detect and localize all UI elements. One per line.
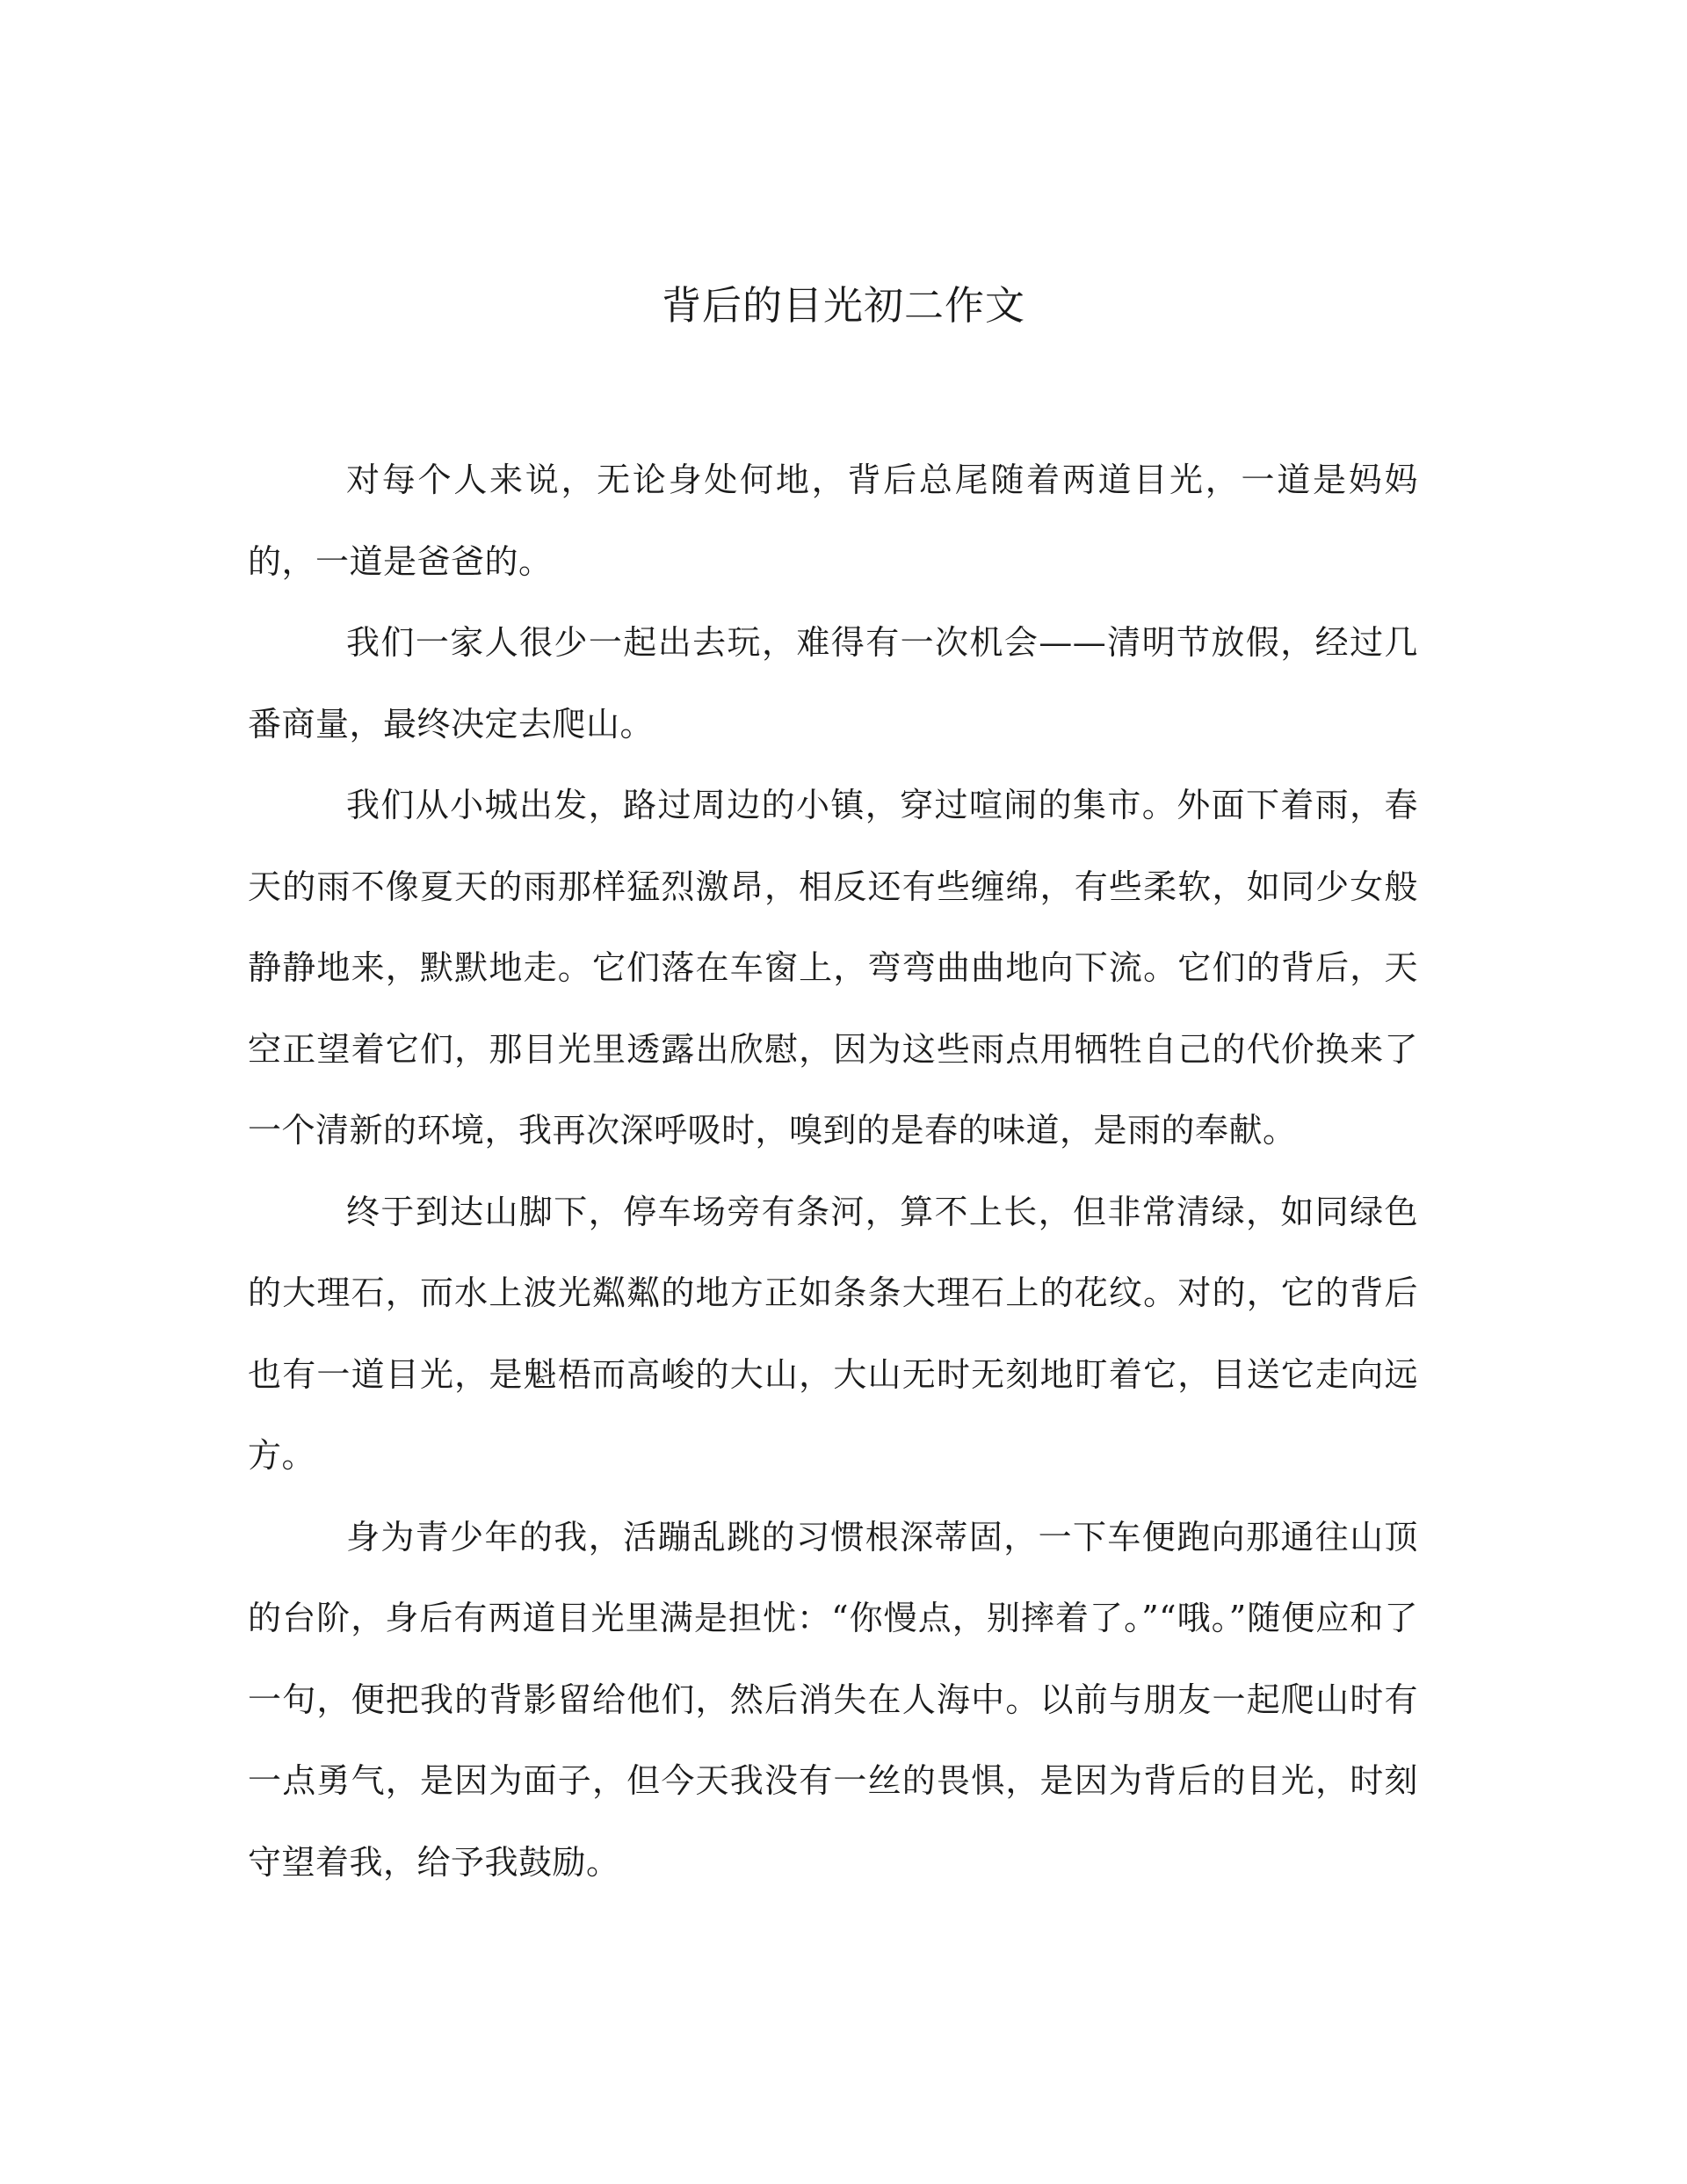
paragraph: 终于到达山脚下，停车场旁有条河，算不上长，但非常清绿，如同绿色的大理石，而水上波光粼粼的地方正如条条大理石上的花纹。对的，它的背后也有一道目光，是魁梧而高峻的大山，大山无时无刻地盯着它，目送它走向远方。 bbox=[248, 1192, 1418, 1475]
paragraph: 身为青少年的我，活蹦乱跳的习惯根深蒂固，一下车便跑向那通往山顶的台阶，身后有两道目光里满是担忧：“你慢点，别摔着了。”“哦。”随便应和了一句，便把我的背影留给他们，然后消失在人海中。以前与朋友一起爬山时有一点勇气，是因为面子，但今天我没有一丝的畏惧，是因为背后的目光，时刻守望着我，给予我鼓励。 bbox=[248, 1517, 1418, 1882]
paragraph: 对每个人来说，无论身处何地，背后总尾随着两道目光，一道是妈妈的，一道是爸爸的。 bbox=[248, 461, 1418, 581]
document-title: 背后的目光初二作文 bbox=[661, 282, 1025, 329]
paragraph: 我们从小城出发，路过周边的小镇，穿过喧闹的集市。外面下着雨，春天的雨不像夏天的雨那样猛烈激昂，相反还有些缠绵，有些柔软，如同少女般静静地来，默默地走。它们落在车窗上，弯弯曲曲地向下流。它们的背后，天空正望着它们，那目光里透露出欣慰，因为这些雨点用牺牲自己的代价换来了一个清新的环境，我再次深呼吸时，嗅到的是春的味道，是雨的奉献。 bbox=[248, 786, 1418, 1150]
document-body bbox=[248, 439, 1418, 1903]
paragraph: 我们一家人很少一起出去玩，难得有一次机会——清明节放假，经过几番商量，最终决定去爬山。 bbox=[248, 623, 1418, 744]
